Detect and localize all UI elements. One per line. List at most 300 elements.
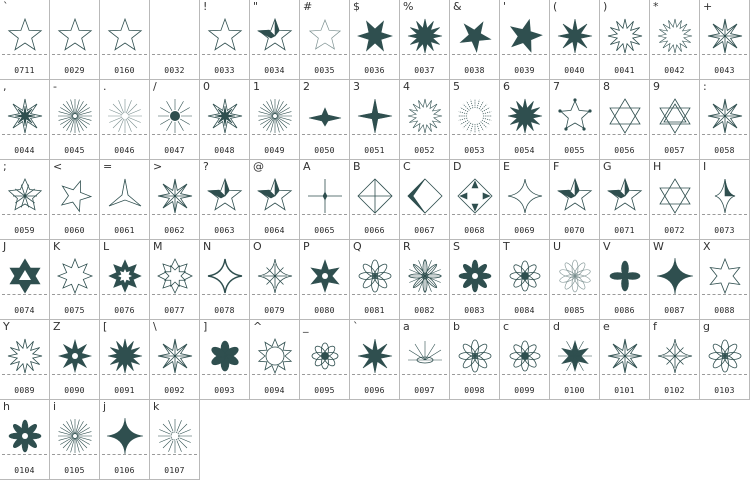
star-of-david-double-icon [655,96,695,136]
cell-divider [52,54,97,55]
cell-divider [652,214,697,215]
glyph-code-label: 0038 [464,66,485,75]
glyph-cell[interactable] [100,160,150,240]
glyph-cell[interactable] [600,320,650,400]
glyph-cell[interactable] [0,0,50,80]
glyph-cell[interactable] [200,240,250,320]
cell-divider [452,214,497,215]
glyph-code-label: 0064 [264,226,285,235]
starburst-thin-icon [405,96,445,136]
glyph-code-label: 0051 [364,146,385,155]
glyph-char-label: B [353,160,361,173]
cell-divider [502,214,547,215]
glyph-cell[interactable] [100,400,150,480]
glyph-char-label: " [253,0,259,13]
cell-divider [352,374,397,375]
glyph-char-label: : [703,80,707,93]
glyph-char-label: e [603,320,610,333]
glyph-cell[interactable] [150,80,200,160]
cell-divider [502,54,547,55]
glyph-code-label: 0104 [14,466,35,475]
glyph-code-label: 0069 [514,226,535,235]
glyph-code-label: 0089 [14,386,35,395]
flower-petals-icon [455,336,495,376]
glyph-char-label: / [153,80,157,93]
glyph-cell[interactable] [0,240,50,320]
cell-divider [202,214,247,215]
glyph-cell[interactable] [350,160,400,240]
cell-divider [2,294,47,295]
glyph-char-label: O [253,240,262,253]
glyph-char-label: U [553,240,562,253]
cell-divider [552,134,597,135]
glyph-cell[interactable] [200,160,250,240]
glyph-char-label: [ [103,320,108,333]
starburst-lines-icon [55,416,95,456]
cell-divider [552,294,597,295]
glyph-cell[interactable] [250,240,300,320]
star-of-david-outline-icon [605,96,645,136]
cell-divider [252,214,297,215]
flower-light-icon [555,256,595,296]
cell-divider [152,454,197,455]
sparkle-shaded-icon [705,176,745,216]
star-6-outline-icon [705,256,745,296]
glyph-cell[interactable] [0,160,50,240]
glyph-cell[interactable] [600,0,650,80]
glyph-code-label: 0087 [664,306,685,315]
glyph-cell[interactable] [100,80,150,160]
glyph-code-label: 0098 [464,386,485,395]
cell-divider [552,54,597,55]
starburst-lines-icon [255,96,295,136]
sun-outline-icon [255,336,295,376]
starburst-dotted-icon [155,416,195,456]
glyph-code-label: 0032 [164,66,185,75]
glyph-code-label: 0083 [464,306,485,315]
glyph-cell[interactable] [600,240,650,320]
star-8-faceted-icon [155,336,195,376]
sparkle-lines-icon [655,336,695,376]
cell-divider [2,54,47,55]
glyph-cell[interactable] [500,80,550,160]
glyph-code-label: 0095 [314,386,335,395]
glyph-char-label: K [53,240,61,253]
glyph-code-label: 0063 [214,226,235,235]
star-8-double-icon [155,256,195,296]
cell-divider [702,294,747,295]
glyph-cell[interactable] [50,0,100,80]
glyph-code-label: 0096 [364,386,385,395]
cell-divider [502,294,547,295]
glyph-char-label: = [103,160,113,173]
flower-solid-icon [455,256,495,296]
star-5-solid-tilted-icon [455,16,495,56]
glyph-cell[interactable] [250,320,300,400]
glyph-char-label: & [453,0,462,13]
cell-divider [102,454,147,455]
glyph-cell[interactable] [550,240,600,320]
star-5-outline-light-icon [305,16,345,56]
glyph-code-label: 0035 [314,66,335,75]
glyph-char-label: 8 [603,80,610,93]
glyph-char-label: D [453,160,462,173]
glyph-cell[interactable] [500,320,550,400]
glyph-cell[interactable] [700,240,750,320]
glyph-cell[interactable] [300,160,350,240]
glyph-cell[interactable] [250,160,300,240]
cell-divider [202,294,247,295]
glyph-cell[interactable] [200,320,250,400]
glyph-char-label: _ [303,320,309,333]
glyph-cell[interactable] [600,80,650,160]
cell-divider [102,374,147,375]
cell-divider [452,294,497,295]
cell-divider [352,214,397,215]
diamond-arrows-icon [455,176,495,216]
glyph-cell[interactable] [50,160,100,240]
glyph-cell[interactable] [700,160,750,240]
star-6-dot-center-icon [305,256,345,296]
star-5-shaded-icon [205,176,245,216]
glyph-cell[interactable] [700,0,750,80]
glyph-code-label: 0077 [164,306,185,315]
glyph-cell[interactable] [300,80,350,160]
glyph-char-label: 4 [403,80,410,93]
glyph-char-label: ' [503,0,507,13]
star-3-outline-icon [105,176,145,216]
glyph-cell[interactable] [100,320,150,400]
diamond-faceted-icon [355,176,395,216]
flower-dotted-icon [505,256,545,296]
flower-rays-icon [405,256,445,296]
starburst-solid-icon [105,336,145,376]
star-of-david-outline-icon [655,176,695,216]
glyph-code-label: 0050 [314,146,335,155]
glyph-cell[interactable] [0,80,50,160]
glyph-char-label: ( [553,0,558,13]
glyph-cell[interactable] [650,80,700,160]
glyph-code-label: 0082 [414,306,435,315]
glyph-cell[interactable] [300,240,350,320]
dot-rays-icon [155,96,195,136]
glyph-char-label: a [403,320,410,333]
glyph-code-label: 0074 [14,306,35,315]
glyph-cell[interactable] [50,80,100,160]
glyph-code-label: 0036 [364,66,385,75]
glyph-char-label: E [503,160,510,173]
cell-divider [302,134,347,135]
glyph-code-label: 0101 [614,386,635,395]
cell-divider [602,294,647,295]
star-8-faceted-solid-icon [5,96,45,136]
glyph-char-label: $ [353,0,360,13]
glyph-char-label: I [703,160,707,173]
glyph-cell[interactable] [650,0,700,80]
glyph-char-label: ] [203,320,208,333]
glyph-cell[interactable] [550,320,600,400]
glyph-char-label: A [303,160,311,173]
glyph-cell[interactable] [0,320,50,400]
glyph-char-label: ` [3,0,9,13]
glyph-code-label: 0091 [114,386,135,395]
cell-divider [402,294,447,295]
glyph-char-label: g [703,320,710,333]
glyph-cell[interactable] [700,320,750,400]
glyph-char-label: ! [203,0,208,13]
glyph-cell[interactable] [350,80,400,160]
star-5-faceted-icon [5,176,45,216]
star-5-outline-icon [105,16,145,56]
flower-petals-icon [355,256,395,296]
glyph-char-label: d [553,320,560,333]
glyph-cell[interactable] [650,320,700,400]
glyph-char-label: + [703,0,713,13]
glyph-char-label: H [653,160,662,173]
cell-divider [352,54,397,55]
glyph-code-label: 0067 [414,226,435,235]
glyph-code-label: 0079 [264,306,285,315]
glyph-code-label: 0071 [614,226,635,235]
starburst-thin-icon [655,16,695,56]
flower-petals-icon [705,336,745,376]
glyph-code-label: 0102 [664,386,685,395]
glyph-cell[interactable] [450,320,500,400]
glyph-cell[interactable] [400,0,450,80]
starburst-outline-icon [605,16,645,56]
cell-divider [402,134,447,135]
glyph-cell[interactable] [350,320,400,400]
cell-divider [452,374,497,375]
glyph-code-label: 0097 [414,386,435,395]
glyph-code-label: 0711 [14,66,35,75]
cell-divider [702,54,747,55]
star-8-notched-icon [105,256,145,296]
glyph-code-label: 0103 [714,386,735,395]
cell-divider [302,294,347,295]
glyph-code-label: 0084 [514,306,535,315]
glyph-char-label: Y [3,320,10,333]
glyph-code-label: 0042 [664,66,685,75]
glyph-code-label: 0107 [164,466,185,475]
glyph-cell[interactable] [300,320,350,400]
glyph-char-label: N [203,240,212,253]
glyph-cell[interactable] [700,80,750,160]
glyph-cell[interactable] [100,0,150,80]
glyph-char-label: 6 [503,80,510,93]
cell-divider [552,374,597,375]
star-5-solid-icon [505,16,545,56]
glyph-char-label: J [3,240,7,253]
glyph-char-label: ? [203,160,209,173]
glyph-code-label: 0029 [64,66,85,75]
glyph-code-label: 0037 [414,66,435,75]
glyph-code-label: 0053 [464,146,485,155]
glyph-cell[interactable] [100,240,150,320]
cell-divider [402,374,447,375]
glyph-cell[interactable] [550,0,600,80]
cell-divider [302,374,347,375]
cell-divider [152,214,197,215]
glyph-cell[interactable] [450,0,500,80]
glyph-cell[interactable] [500,160,550,240]
glyph-cell[interactable] [450,240,500,320]
cell-divider [202,374,247,375]
glyph-cell[interactable] [250,80,300,160]
glyph-char-label: k [153,400,160,413]
star-8-dot-center-icon [55,336,95,376]
star-5-shaded-icon [555,176,595,216]
sparkle-4-solid-icon [105,416,145,456]
glyph-code-label: 0047 [164,146,185,155]
glyph-cell[interactable] [150,400,200,480]
glyph-code-label: 0099 [514,386,535,395]
glyph-char-label: j [103,400,107,413]
star-4-flat-solid-icon [305,96,345,136]
glyph-code-label: 0040 [564,66,585,75]
glyph-code-label: 0054 [514,146,535,155]
cell-divider [352,294,397,295]
glyph-code-label: 0070 [564,226,585,235]
cell-divider [2,374,47,375]
cell-divider [552,214,597,215]
glyph-char-label: . [103,80,107,93]
glyph-code-label: 0048 [214,146,235,155]
glyph-char-label: c [503,320,510,333]
glyph-char-label: f [653,320,657,333]
sparkle-4-solid-icon [655,256,695,296]
sunburst-dotted-icon [455,96,495,136]
glyph-cell[interactable] [50,320,100,400]
star-5-shaded-icon [255,176,295,216]
cell-divider [652,294,697,295]
glyph-char-label: 7 [553,80,560,93]
glyph-code-label: 0081 [364,306,385,315]
cell-divider [602,214,647,215]
glyph-cell[interactable] [0,400,50,480]
glyph-code-label: 0076 [114,306,135,315]
glyph-cell[interactable] [200,80,250,160]
cell-divider [502,134,547,135]
glyph-char-label: T [503,240,510,253]
glyph-cell[interactable] [400,320,450,400]
cell-divider [52,134,97,135]
glyph-char-label: X [703,240,711,253]
glyph-code-label: 0106 [114,466,135,475]
glyph-cell[interactable] [650,240,700,320]
glyph-cell[interactable] [150,240,200,320]
glyph-code-label: 0100 [564,386,585,395]
cell-divider [452,54,497,55]
cell-divider [2,134,47,135]
glyph-char-label: 3 [353,80,360,93]
glyph-cell[interactable] [50,240,100,320]
star-8-solid-icon [555,16,595,56]
sparkle-thin-icon [305,176,345,216]
glyph-char-label: * [653,0,659,13]
sparkle-lines-icon [255,256,295,296]
cell-divider [2,454,47,455]
glyph-cell[interactable] [450,80,500,160]
glyph-code-label: 0062 [164,226,185,235]
glyph-char-label: M [153,240,163,253]
glyph-cell[interactable] [150,160,200,240]
cell-divider [252,374,297,375]
glyph-char-label: # [303,0,313,13]
sparkle-curved-bold-icon [205,256,245,296]
glyph-code-label: 0033 [214,66,235,75]
star-5-shaded-icon [605,176,645,216]
flower-ring-icon [305,336,345,376]
cell-divider [52,454,97,455]
glyph-cell[interactable] [350,0,400,80]
glyph-cell[interactable] [150,320,200,400]
glyph-code-label: 0078 [214,306,235,315]
glyph-cell[interactable] [250,0,300,80]
star-8-faceted-icon [155,176,195,216]
glyph-cell[interactable] [650,160,700,240]
glyph-char-label: C [403,160,411,173]
glyph-cell[interactable] [500,0,550,80]
starburst-outline-icon [5,336,45,376]
glyph-cell[interactable] [450,160,500,240]
star-8-faceted-icon [605,336,645,376]
star-5-outline-tilted-icon [55,176,95,216]
cell-divider [602,374,647,375]
cell-divider [202,54,247,55]
glyph-char-label: b [453,320,460,333]
glyph-code-label: 0046 [114,146,135,155]
glyph-cell[interactable] [600,160,650,240]
glyph-cell[interactable] [200,0,250,80]
glyph-code-label: 0160 [114,66,135,75]
cell-divider [102,214,147,215]
glyph-code-label: 0059 [14,226,35,235]
glyph-char-label: 1 [253,80,260,93]
glyph-cell[interactable] [400,240,450,320]
cell-divider [52,294,97,295]
half-sun-icon [405,336,445,376]
cell-divider [252,294,297,295]
glyph-cell[interactable] [150,0,200,80]
glyph-code-label: 0073 [714,226,735,235]
cell-divider [152,374,197,375]
glyph-cell[interactable] [500,240,550,320]
glyph-code-label: 0068 [464,226,485,235]
glyph-code-label: 0039 [514,66,535,75]
glyph-code-label: 0090 [64,386,85,395]
cell-divider [702,214,747,215]
starburst-lines-icon [55,96,95,136]
glyph-cell[interactable] [400,80,450,160]
glyph-code-label: 0093 [214,386,235,395]
glyph-cell[interactable] [350,240,400,320]
glyph-cell[interactable] [550,80,600,160]
cell-divider [252,134,297,135]
glyph-char-label: ^ [253,320,263,333]
glyph-cell[interactable] [550,160,600,240]
glyph-cell[interactable] [400,160,450,240]
glyph-char-label: 5 [453,80,460,93]
blank-icon [155,16,195,56]
glyph-cell[interactable] [50,400,100,480]
glyph-char-label: , [3,80,7,93]
glyph-char-label: 0 [203,80,210,93]
glyph-code-label: 0080 [314,306,335,315]
cell-divider [152,134,197,135]
glyph-cell[interactable] [300,0,350,80]
cell-divider [52,374,97,375]
